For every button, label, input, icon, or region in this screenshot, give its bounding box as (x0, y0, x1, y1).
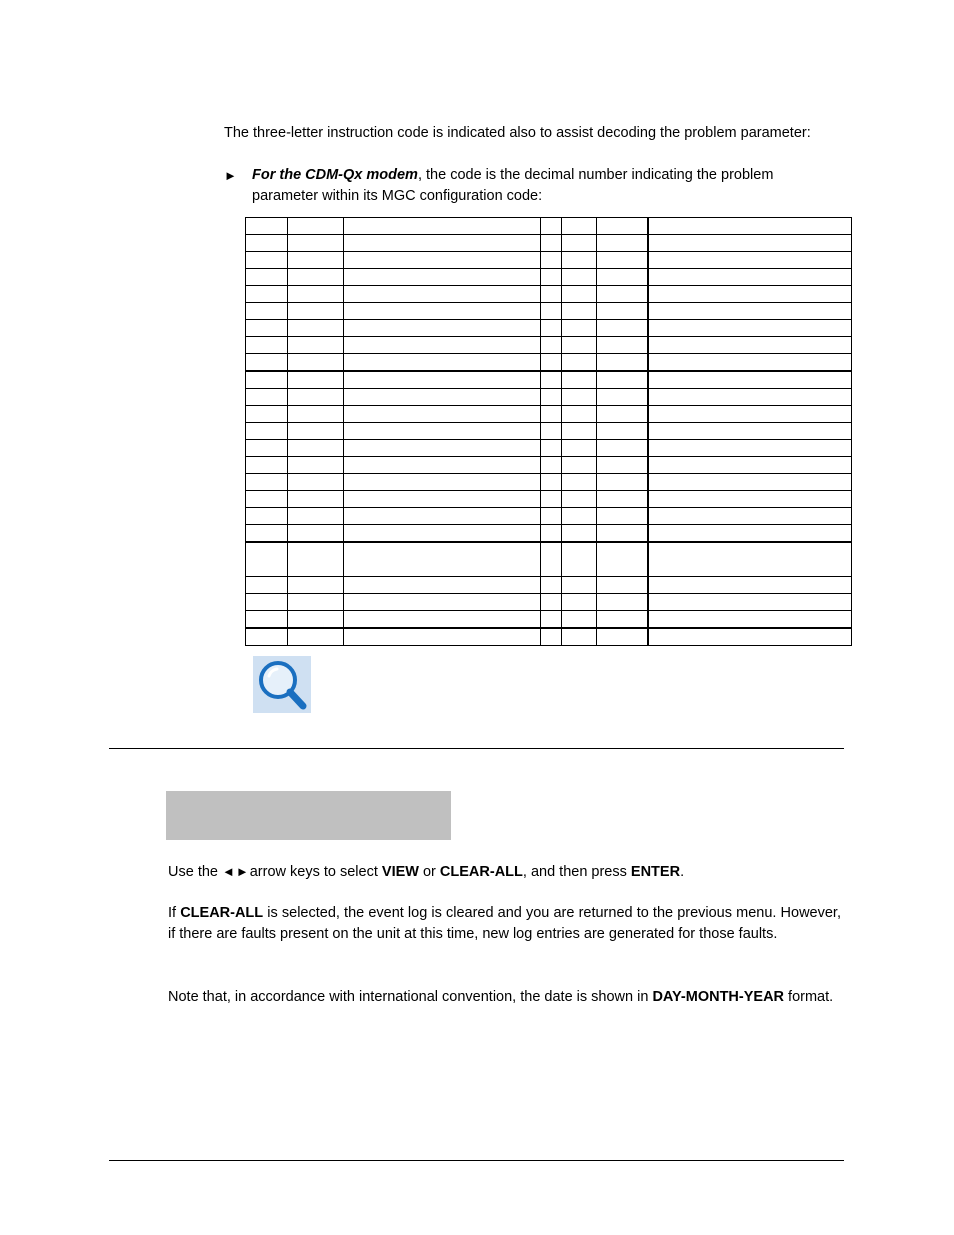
intro-text: The three-letter instruction code is indicated also to assist decoding the problem parameter: (224, 125, 811, 141)
bullet-line2: parameter within its MGC configuration code: (252, 188, 543, 204)
table-cell (648, 371, 852, 389)
table-cell (288, 423, 344, 440)
table-cell (288, 628, 344, 646)
table-cell (288, 218, 344, 235)
table-cell (562, 611, 597, 629)
table-row (246, 337, 852, 354)
table-cell (562, 423, 597, 440)
table-cell (597, 389, 648, 406)
table-cell (541, 354, 562, 372)
table-cell (562, 577, 597, 594)
table-row (246, 525, 852, 543)
table-cell (541, 406, 562, 423)
table-cell (288, 337, 344, 354)
table-cell (288, 371, 344, 389)
paragraph-select-view: Use the ◄►arrow keys to select VIEW or CLEAR-ALL, and then press ENTER. (168, 864, 685, 880)
table-row (246, 423, 852, 440)
table-row (246, 406, 852, 423)
table-row (246, 303, 852, 320)
table-cell (246, 474, 288, 491)
table-cell (344, 525, 541, 543)
table-cell (344, 269, 541, 286)
table-cell (562, 491, 597, 508)
table-cell (648, 457, 852, 474)
table-cell (597, 611, 648, 629)
table-cell (562, 508, 597, 525)
footer-divider (109, 1160, 844, 1161)
table-cell (344, 235, 541, 252)
bullet-line1: , the code is the decimal number indicating the problem (417, 167, 774, 183)
table-cell (246, 611, 288, 629)
table-cell (246, 389, 288, 406)
table-cell (541, 389, 562, 406)
table-cell (648, 440, 852, 457)
table-row (246, 354, 852, 372)
table-row (246, 508, 852, 525)
table-cell (541, 320, 562, 337)
table-cell (597, 218, 648, 235)
table-cell (246, 371, 288, 389)
table-cell (541, 371, 562, 389)
table-cell (246, 491, 288, 508)
table-cell (246, 406, 288, 423)
table-cell (246, 440, 288, 457)
table-cell (562, 628, 597, 646)
table-cell (541, 252, 562, 269)
table-cell (246, 354, 288, 372)
table-cell (288, 303, 344, 320)
table-cell (288, 440, 344, 457)
table-cell (648, 354, 852, 372)
table-cell (344, 542, 541, 577)
table-cell (344, 594, 541, 611)
table-row (246, 474, 852, 491)
table-cell (597, 252, 648, 269)
table-cell (562, 594, 597, 611)
table-cell (562, 389, 597, 406)
table-cell (562, 303, 597, 320)
table-cell (541, 611, 562, 629)
table-cell (344, 337, 541, 354)
table-row (246, 218, 852, 235)
table-cell (541, 286, 562, 303)
table-cell (541, 542, 562, 577)
table-cell (541, 628, 562, 646)
table-row (246, 235, 852, 252)
table-cell (562, 440, 597, 457)
table-cell (246, 457, 288, 474)
table-cell (648, 423, 852, 440)
table-cell (597, 303, 648, 320)
display-panel-placeholder (166, 791, 451, 840)
table-cell (541, 457, 562, 474)
table-cell (541, 474, 562, 491)
table-cell (344, 286, 541, 303)
arrow-keys-icon: ◄► (222, 864, 250, 879)
table-cell (344, 371, 541, 389)
table-cell (344, 320, 541, 337)
table-cell (246, 252, 288, 269)
table-cell (541, 303, 562, 320)
table-cell (246, 303, 288, 320)
table-cell (246, 269, 288, 286)
table-cell (562, 525, 597, 543)
table-row (246, 440, 852, 457)
table-cell (288, 269, 344, 286)
table-cell (246, 218, 288, 235)
table-cell (648, 218, 852, 235)
table-cell (344, 491, 541, 508)
table-cell (562, 406, 597, 423)
table-row (246, 577, 852, 594)
table-row (246, 252, 852, 269)
table-cell (288, 491, 344, 508)
table-cell (246, 320, 288, 337)
table-cell (541, 594, 562, 611)
table-cell (562, 457, 597, 474)
table-cell (541, 337, 562, 354)
table-cell (541, 525, 562, 543)
table-cell (648, 252, 852, 269)
table-cell (541, 491, 562, 508)
table-cell (288, 320, 344, 337)
table-cell (648, 389, 852, 406)
table-cell (648, 628, 852, 646)
table-cell (562, 354, 597, 372)
table-cell (541, 423, 562, 440)
table-cell (597, 354, 648, 372)
table-cell (597, 508, 648, 525)
table-cell (597, 457, 648, 474)
table-cell (246, 542, 288, 577)
table-cell (344, 303, 541, 320)
table-cell (288, 594, 344, 611)
table-cell (288, 474, 344, 491)
table-cell (288, 457, 344, 474)
table-row (246, 320, 852, 337)
table-cell (597, 577, 648, 594)
table-row (246, 286, 852, 303)
table-cell (246, 286, 288, 303)
table-cell (288, 235, 344, 252)
table-cell (562, 474, 597, 491)
table-cell (562, 320, 597, 337)
table-cell (246, 525, 288, 543)
table-cell (648, 611, 852, 629)
table-row (246, 457, 852, 474)
table-cell (288, 577, 344, 594)
table-cell (344, 577, 541, 594)
table-cell (344, 440, 541, 457)
table-cell (288, 406, 344, 423)
table-cell (344, 611, 541, 629)
paragraph-date-format: Note that, in accordance with international convention, the date is shown in DAY-MONTH-YEAR format. (168, 989, 834, 1005)
section-divider (109, 748, 844, 749)
table-cell (344, 474, 541, 491)
table-cell (597, 525, 648, 543)
table-cell (344, 252, 541, 269)
table-cell (246, 423, 288, 440)
table-cell (246, 235, 288, 252)
table-cell (648, 406, 852, 423)
bullet-text (252, 165, 852, 207)
table-cell (541, 218, 562, 235)
table-cell (648, 320, 852, 337)
table-cell (648, 269, 852, 286)
table-cell (562, 337, 597, 354)
table-cell (597, 594, 648, 611)
table-cell (246, 628, 288, 646)
table-cell (344, 457, 541, 474)
table-cell (541, 577, 562, 594)
table-row (246, 371, 852, 389)
table-cell (288, 508, 344, 525)
table-cell (597, 491, 648, 508)
table-cell (597, 286, 648, 303)
table-cell (562, 218, 597, 235)
table-cell (541, 269, 562, 286)
table-cell (648, 594, 852, 611)
table-cell (288, 525, 344, 543)
table-cell (344, 389, 541, 406)
paragraph-clear-all: If CLEAR-ALL is selected, the event log is cleared and you are returned to the previous menu. However, if there are faults present on the unit at this time, new log entries are generated for those faults. (168, 905, 841, 942)
table-cell (541, 508, 562, 525)
table-cell (597, 337, 648, 354)
table-cell (344, 406, 541, 423)
table-row (246, 542, 852, 577)
bullet-lead: For the CDM-Qx modem (252, 167, 418, 183)
table-cell (246, 337, 288, 354)
table-cell (246, 508, 288, 525)
table-cell (597, 542, 648, 577)
table-cell (648, 542, 852, 577)
table-cell (597, 440, 648, 457)
table-cell (648, 474, 852, 491)
table-cell (562, 235, 597, 252)
table-cell (246, 594, 288, 611)
table-row (246, 611, 852, 629)
table-cell (648, 508, 852, 525)
table-cell (288, 354, 344, 372)
table-row (246, 594, 852, 611)
magnifier-icon (253, 656, 311, 713)
table-cell (562, 371, 597, 389)
table-row (246, 269, 852, 286)
table-cell (648, 303, 852, 320)
table-cell (597, 474, 648, 491)
table-cell (648, 235, 852, 252)
table-row (246, 389, 852, 406)
mgc-parameter-table (245, 217, 852, 646)
table-cell (288, 252, 344, 269)
table-cell (541, 440, 562, 457)
table-cell (344, 508, 541, 525)
table-cell (288, 389, 344, 406)
table-row (246, 628, 852, 646)
table-cell (597, 371, 648, 389)
table-cell (344, 423, 541, 440)
table-cell (648, 525, 852, 543)
table-cell (288, 286, 344, 303)
table-cell (648, 337, 852, 354)
table-cell (344, 218, 541, 235)
table-cell (597, 320, 648, 337)
table-cell (288, 542, 344, 577)
table-cell (541, 235, 562, 252)
bullet-marker: ► (224, 168, 237, 183)
table-cell (562, 269, 597, 286)
table-cell (288, 611, 344, 629)
table-cell (648, 491, 852, 508)
table-cell (597, 269, 648, 286)
table-cell (597, 406, 648, 423)
table-cell (597, 423, 648, 440)
table-cell (246, 577, 288, 594)
table-row (246, 491, 852, 508)
table-cell (562, 286, 597, 303)
table-cell (648, 577, 852, 594)
table-cell (648, 286, 852, 303)
table-cell (344, 354, 541, 372)
table-cell (597, 235, 648, 252)
table-cell (562, 542, 597, 577)
table-cell (344, 628, 541, 646)
table-cell (597, 628, 648, 646)
table-cell (562, 252, 597, 269)
